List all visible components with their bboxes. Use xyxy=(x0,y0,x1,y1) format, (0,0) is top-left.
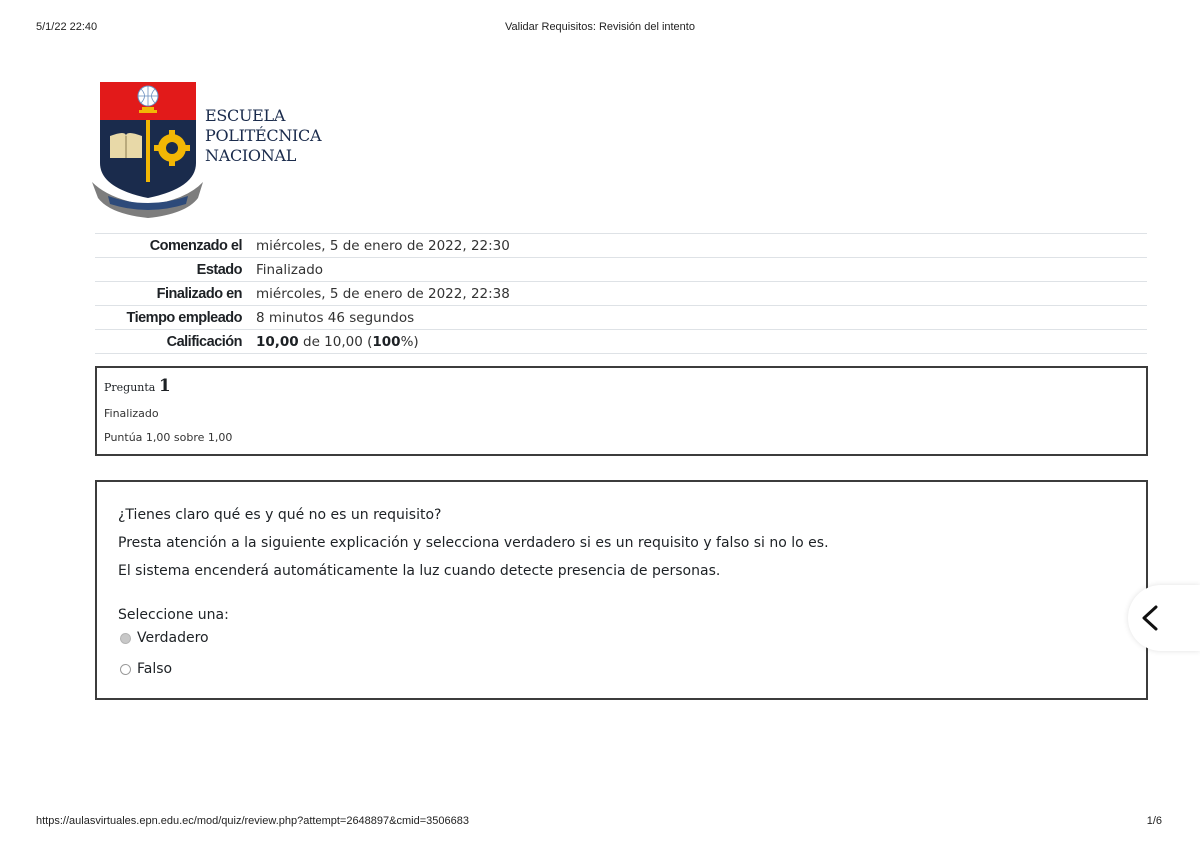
summary-label: Calificación xyxy=(166,333,242,350)
question-number xyxy=(104,376,171,396)
question-text-line: ¿Tienes claro qué es y qué no es un requisito? xyxy=(118,507,442,523)
question-info-box xyxy=(95,366,1148,456)
summary-row-state xyxy=(95,258,1147,282)
grade-score: 10,00 xyxy=(256,333,299,350)
grade-of: de 10,00 ( xyxy=(298,333,373,350)
question-grade: Puntúa 1,00 sobre 1,00 xyxy=(104,431,233,444)
summary-label: Tiempo empleado xyxy=(126,309,242,326)
question-label: Pregunta xyxy=(104,381,156,394)
answer-option-label: Falso xyxy=(137,661,173,677)
summary-row-time-taken xyxy=(95,306,1147,330)
question-number-value: 1 xyxy=(158,376,171,396)
summary-grade-value xyxy=(256,334,419,350)
summary-value: miércoles, 5 de enero de 2022, 22:30 xyxy=(256,237,510,254)
radio-unchecked-icon[interactable] xyxy=(120,664,131,675)
print-footer xyxy=(0,815,1200,829)
answer-option-label: Verdadero xyxy=(137,630,209,646)
logo-line: POLITÉCNICA xyxy=(205,126,322,145)
print-page-number: 1/6 xyxy=(1146,815,1162,827)
question-text-line: El sistema encenderá automáticamente la luz cuando detecte presencia de personas. xyxy=(118,563,721,579)
summary-row-started xyxy=(95,234,1147,258)
summary-label: Estado xyxy=(196,261,242,278)
summary-value: 8 minutos 46 segundos xyxy=(256,309,415,326)
shield-emblem-icon xyxy=(90,78,205,223)
institution-logo xyxy=(90,78,330,223)
summary-row-finished xyxy=(95,282,1147,306)
print-datetime: 5/1/22 22:40 xyxy=(36,21,98,33)
summary-value: miércoles, 5 de enero de 2022, 22:38 xyxy=(256,285,510,302)
attempt-summary-table xyxy=(95,233,1147,354)
logo-line: ESCUELA xyxy=(205,106,286,125)
institution-name xyxy=(205,106,321,166)
answer-prompt: Seleccione una: xyxy=(118,607,229,623)
summary-label: Comenzado el xyxy=(149,237,242,254)
print-header xyxy=(0,21,1200,35)
grade-percent-tail: %) xyxy=(400,333,419,350)
question-text xyxy=(118,506,829,590)
summary-label: Finalizado en xyxy=(156,285,242,302)
summary-row-grade xyxy=(95,330,1147,354)
answer-option-false[interactable] xyxy=(120,661,172,677)
question-content-box xyxy=(95,480,1148,700)
question-state: Finalizado xyxy=(104,407,159,420)
radio-checked-icon[interactable] xyxy=(120,633,131,644)
grade-percent: 100 xyxy=(372,333,401,350)
chevron-left-icon xyxy=(1138,604,1162,632)
print-page-title: Validar Requisitos: Revisión del intento xyxy=(505,21,695,33)
summary-value: Finalizado xyxy=(256,261,324,278)
logo-line: NACIONAL xyxy=(205,146,297,165)
print-url: https://aulasvirtuales.epn.edu.ec/mod/quiz/review.php?attempt=2648897&cmid=3506683 xyxy=(36,815,469,827)
question-text-line: Presta atención a la siguiente explicación y selecciona verdadero si es un requisito y falso si no lo es. xyxy=(118,535,829,551)
answer-option-true[interactable] xyxy=(120,630,209,646)
drawer-toggle-button[interactable] xyxy=(1128,585,1200,651)
